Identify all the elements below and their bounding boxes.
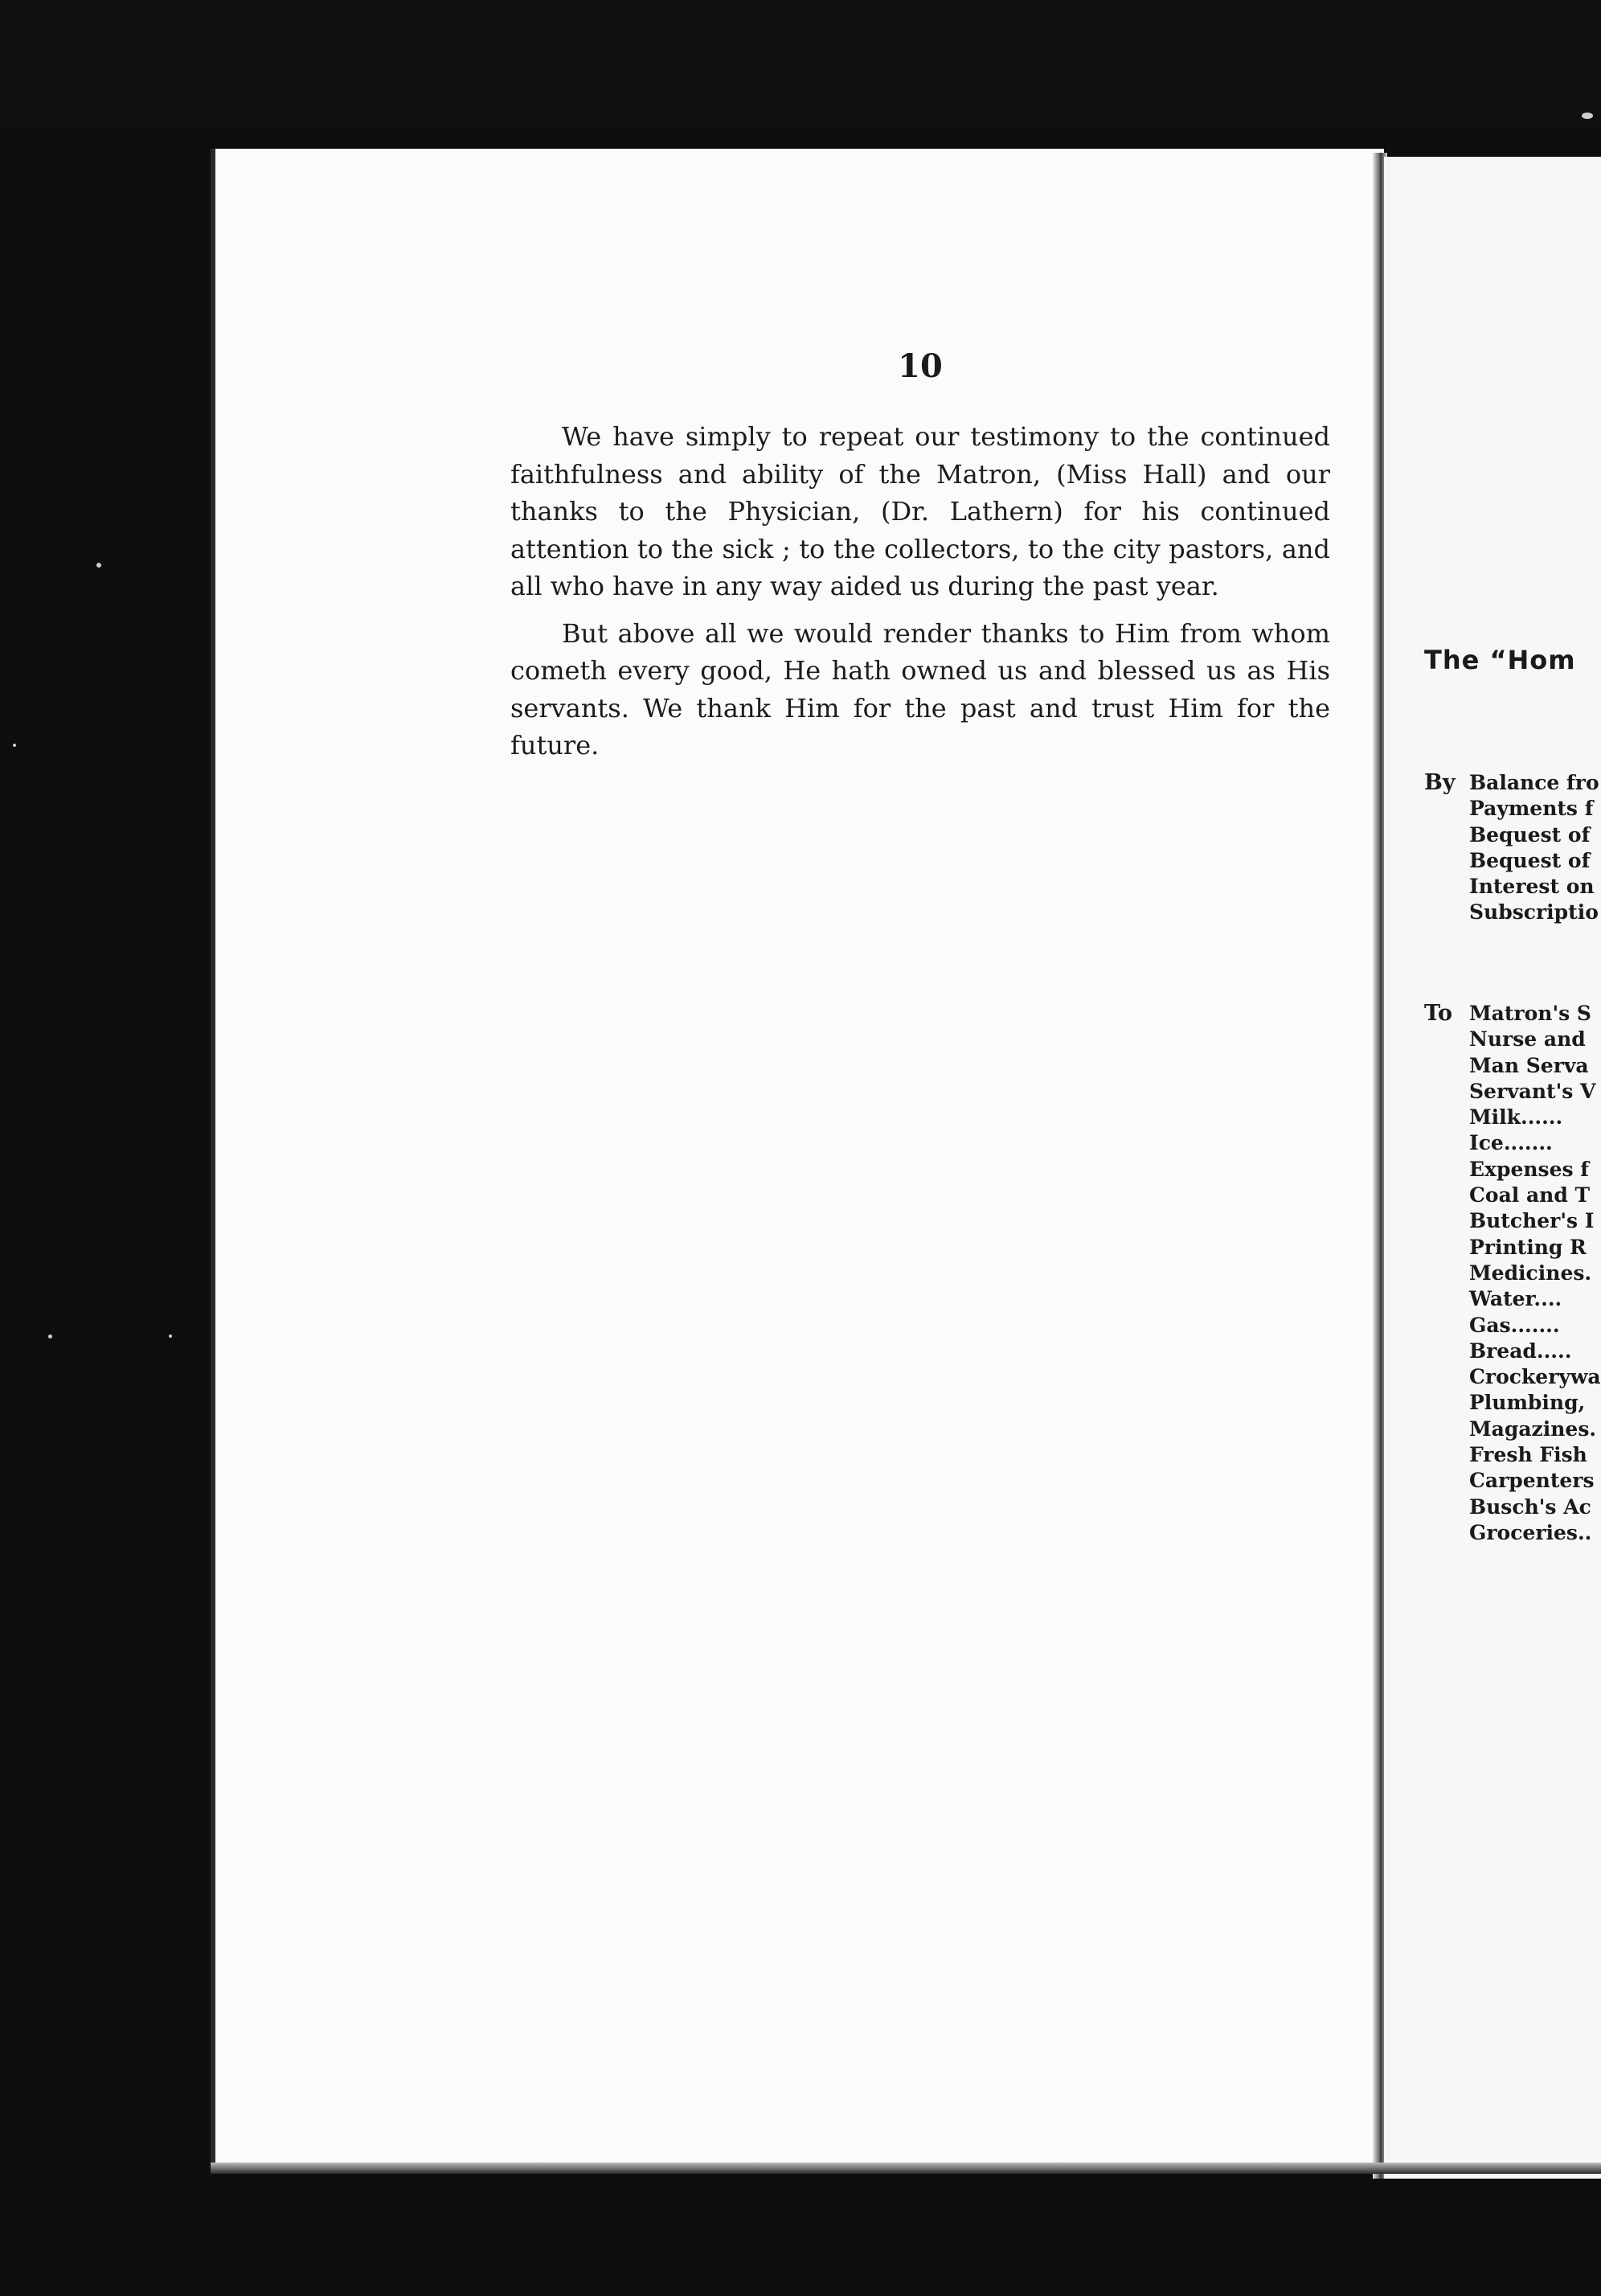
- ledger-line: Fresh Fish: [1469, 1443, 1587, 1467]
- ledger-line: Water....: [1469, 1287, 1562, 1311]
- ledger-line: Ice.......: [1469, 1131, 1553, 1155]
- dust-speck: [48, 1335, 52, 1339]
- page-number: 10: [898, 347, 943, 385]
- scan-background: [0, 0, 1601, 129]
- paragraph-thanks: But above all we would render thanks to Him from whom cometh every good, He hath owned us and blessed us as His servants. We thank Him for the past and trust Him for the future.: [510, 617, 1330, 761]
- ledger-line: Coal and T: [1469, 1183, 1591, 1207]
- dust-speck: [169, 1335, 172, 1338]
- ledger-line: Nurse and: [1469, 1027, 1586, 1052]
- ledger-line: Subscriptio: [1469, 900, 1599, 925]
- right-page-heading: The “Hom: [1424, 645, 1576, 675]
- ledger-line: Groceries..: [1469, 1520, 1592, 1544]
- ledger-line: Servant's V: [1469, 1079, 1596, 1103]
- ledger-line: Payments f: [1469, 797, 1594, 821]
- ledger-line: Gas.......: [1469, 1313, 1560, 1337]
- ledger-line: Busch's Ac: [1469, 1494, 1591, 1519]
- ledger-line: Crockerywa: [1469, 1365, 1601, 1389]
- body-text: [510, 418, 1330, 774]
- ledger-by-prefix: By: [1424, 770, 1456, 795]
- ledger-line: Matron's S: [1469, 1002, 1591, 1025]
- ledger-line: Bequest of: [1469, 822, 1591, 847]
- ledger-to-prefix: To: [1424, 1001, 1453, 1026]
- dust-speck: [96, 563, 101, 568]
- ledger-line: Milk......: [1469, 1105, 1563, 1130]
- dust-speck: [1582, 113, 1593, 119]
- ledger-line: Medicines.: [1469, 1261, 1592, 1285]
- dust-speck: [13, 744, 16, 747]
- ledger-by-lines: [1469, 770, 1599, 926]
- ledger-line: Expenses f: [1469, 1157, 1590, 1181]
- ledger-line: Interest on: [1469, 875, 1595, 899]
- ledger-line: Bequest of: [1469, 848, 1591, 872]
- ledger-line: Man Serva: [1469, 1053, 1589, 1077]
- ledger-line: Bread.....: [1469, 1339, 1572, 1363]
- page-bottom-edge: [211, 2163, 1601, 2174]
- paragraph-testimony: We have simply to repeat our testimony to the continued faithfulness and ability of the Matron, (Miss Hall) and our thanks to the Physician, (Dr. Lathern) for his continued attention to the sick ; to the collectors, to the city pastors, and all who have in any way aided us during the past year.: [510, 421, 1330, 601]
- ledger-line: Carpenters: [1469, 1469, 1595, 1493]
- ledger-line: Printing R: [1469, 1235, 1587, 1259]
- ledger-to-lines: [1469, 1001, 1601, 1546]
- ledger-line: Plumbing,: [1469, 1391, 1586, 1415]
- ledger-line: Magazines.: [1469, 1417, 1597, 1441]
- ledger-line: Balance fro: [1469, 771, 1599, 794]
- ledger-line: Butcher's I: [1469, 1209, 1595, 1233]
